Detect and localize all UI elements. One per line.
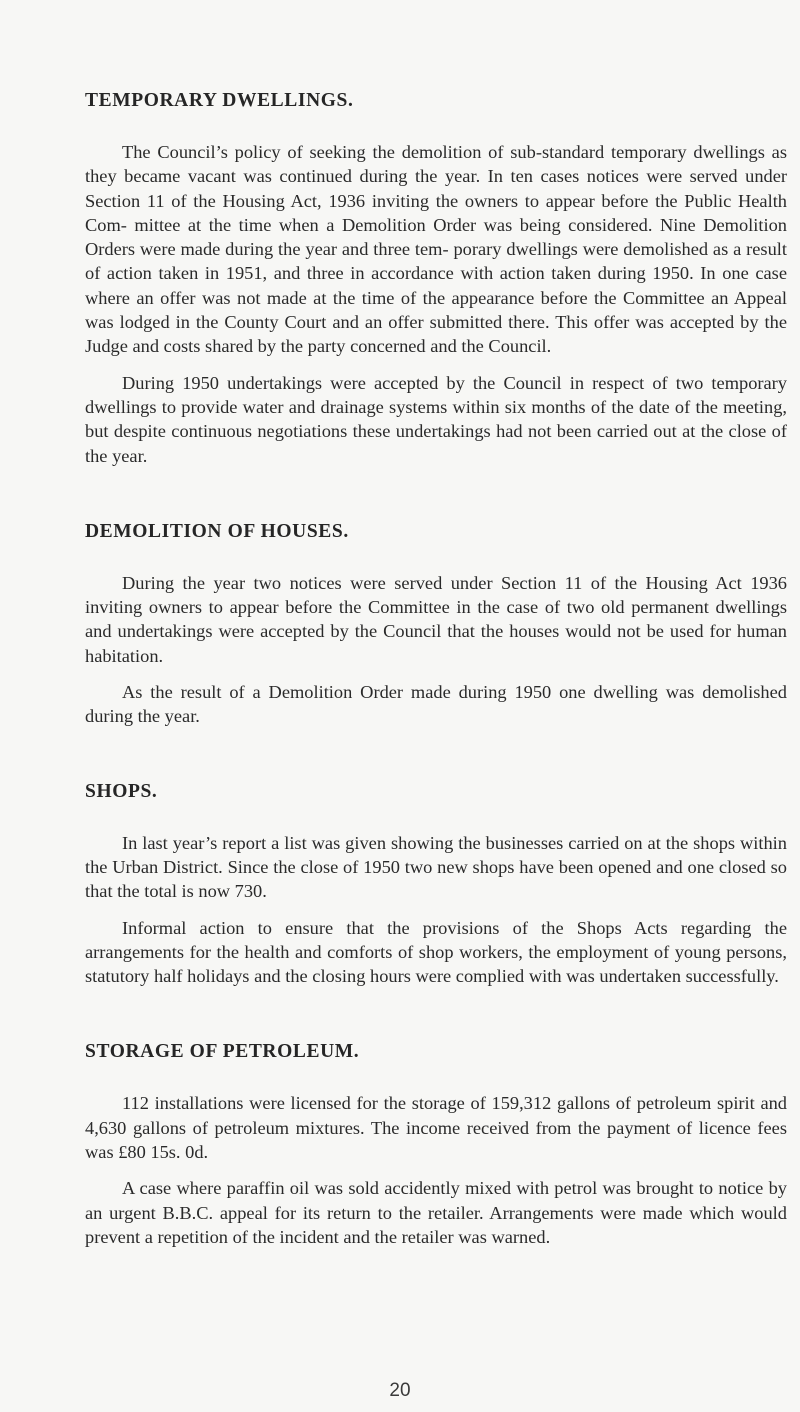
paragraph: During the year two notices were served under Section 11 of the Housing Act 1936 inviting owners to appear before the Committee in the case of two old permanent dwellings and undertakings were accepted by the Council that the houses would not be used for human habitation. <box>85 572 787 666</box>
paragraph: A case where paraffin oil was sold accidently mixed with petrol was brought to notice by an urgent B.B.C. appeal for its return to the retailer. Arrangements were made which would prevent a repetition of the incident and the retailer was warned. <box>85 1178 787 1247</box>
paragraph: During 1950 undertakings were accepted by the Council in respect of two temporary dwellings to provide water and drainage systems within six months of the date of the meeting, but despite continuous negotiations these undertakings had not been carried out at the close of the year. <box>85 372 787 466</box>
paragraph: As the result of a Demolition Order made during 1950 one dwelling was demolished during the year. <box>85 682 787 727</box>
section-temporary-dwellings <box>85 90 787 468</box>
paragraph: Informal action to ensure that the provisions of the Shops Acts regarding the arrangements for the health and comforts of shop workers, the employment of young persons, statutory half holidays and the closing hours were complied with was undertaken successfully. <box>85 917 787 987</box>
section-heading: SHOPS. <box>85 780 158 802</box>
document-page <box>85 90 787 1249</box>
paragraph: In last year’s report a list was given showing the businesses carried on at the shops within the Urban District. Since the close of 1950 two new shops have been opened and one closed so that the total is now 730. <box>85 832 787 902</box>
section-storage-of-petroleum <box>85 1041 787 1249</box>
paragraph: The Council’s policy of seeking the demolition of sub-standard temporary dwellings as they became vacant was continued during the year. In ten cases notices were served under Section 11 of the Housing Act, 1936 inviting the owners to appear before the Public Health Com- mittee at the time when a Demolition Order was being considered. Nine Demolition Orders were made during the year and three tem- porary dwellings were demolished as a result of action taken in 1951, and three in accordance with action taken during 1950. In one case where an offer was not made at the time of the appearance before the Committee an Appeal was lodged in the County Court and an offer submitted there. This offer was accepted by the Judge and costs shared by the party concerned and the Council. <box>85 142 787 357</box>
section-heading: TEMPORARY DWELLINGS. <box>85 90 354 111</box>
section-heading: STORAGE OF PETROLEUM. <box>85 1041 360 1063</box>
section-demolition-of-houses <box>85 521 787 729</box>
page-number: 20 <box>389 1380 411 1401</box>
section-shops <box>85 781 787 989</box>
paragraph: 112 installations were licensed for the storage of 159,312 gallons of petroleum spirit and 4,630 gallons of petroleum mixtures. The income received from the payment of licence fees was £80 15s. 0d. <box>85 1093 787 1163</box>
section-heading: DEMOLITION OF HOUSES. <box>85 520 349 542</box>
